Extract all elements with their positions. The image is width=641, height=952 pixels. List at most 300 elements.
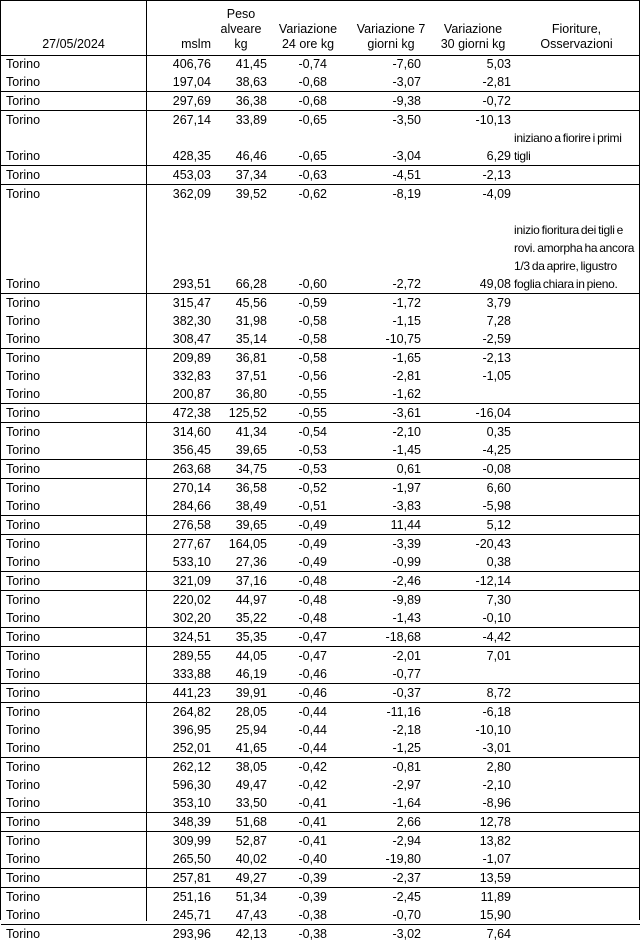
cell-var24: -0,41 — [298, 834, 327, 848]
cell-location: Torino — [6, 723, 41, 737]
row-group — [1, 591, 640, 628]
cell-var7: -8,19 — [392, 187, 421, 201]
cell-var30: -10,13 — [475, 113, 511, 127]
cell-location: Torino — [6, 499, 41, 513]
cell-mslm: 333,88 — [172, 667, 211, 681]
cell-var24: -0,42 — [298, 778, 327, 792]
cell-mslm: 263,68 — [172, 462, 211, 476]
cell-var30: 15,90 — [479, 908, 511, 922]
table-row — [1, 794, 640, 812]
table-row — [1, 739, 640, 757]
table-row — [1, 647, 640, 665]
cell-peso: 33,89 — [235, 113, 267, 127]
cell-var24: -0,47 — [298, 649, 327, 663]
cell-var7: -2,72 — [392, 277, 421, 291]
header-fioriture-line2: Osservazioni — [540, 37, 613, 51]
cell-var24: -0,68 — [298, 94, 327, 108]
cell-var7: -1,65 — [392, 351, 421, 365]
cell-var24: -0,51 — [298, 499, 327, 513]
cell-var7: -2,18 — [392, 723, 421, 737]
cell-var7: -18,68 — [385, 630, 421, 644]
cell-mslm: 293,96 — [172, 927, 211, 941]
cell-var7: -3,04 — [392, 149, 421, 163]
cell-peso: 42,13 — [235, 927, 267, 941]
cell-location: Torino — [6, 296, 41, 310]
cell-peso: 39,65 — [235, 443, 267, 457]
row-group — [1, 628, 640, 647]
cell-var7: -7,60 — [392, 57, 421, 71]
row-group — [1, 55, 640, 92]
cell-var30: -0,72 — [482, 94, 511, 108]
cell-var24: -0,49 — [298, 537, 327, 551]
cell-var7: -1,15 — [392, 314, 421, 328]
header-var24-line1: Variazione — [278, 22, 338, 36]
cell-var24: -0,46 — [298, 686, 327, 700]
cell-peso: 38,05 — [235, 760, 267, 774]
row-group — [1, 294, 640, 349]
table-row — [1, 330, 640, 348]
header-mslm-text: mslm — [181, 37, 211, 51]
cell-peso: 51,68 — [235, 815, 267, 829]
row-group — [1, 684, 640, 703]
cell-var30: 7,64 — [486, 927, 511, 941]
cell-var30: 3,79 — [486, 296, 511, 310]
cell-var7: -1,43 — [392, 611, 421, 625]
cell-var30: -1,05 — [482, 369, 511, 383]
cell-mslm: 270,14 — [172, 481, 211, 495]
cell-location: Torino — [6, 518, 41, 532]
cell-var24: -0,63 — [298, 168, 327, 182]
cell-location: Torino — [6, 443, 41, 457]
cell-var24: -0,39 — [298, 890, 327, 904]
table-row — [1, 535, 640, 553]
cell-peso: 34,75 — [235, 462, 267, 476]
cell-mslm: 533,10 — [172, 555, 211, 569]
cell-mslm: 262,12 — [172, 760, 211, 774]
cell-peso: 66,28 — [235, 277, 267, 291]
cell-var24: -0,49 — [298, 518, 327, 532]
cell-mslm: 277,67 — [172, 537, 211, 551]
cell-peso: 38,63 — [235, 75, 267, 89]
table-row — [1, 423, 640, 441]
cell-location: Torino — [6, 387, 41, 401]
table-row — [1, 385, 640, 403]
cell-var30: 0,35 — [486, 425, 511, 439]
cell-var24: -0,49 — [298, 555, 327, 569]
cell-mslm: 284,66 — [172, 499, 211, 513]
table-row — [1, 479, 640, 497]
cell-peso: 38,49 — [235, 499, 267, 513]
row-group — [1, 888, 640, 925]
cell-var30: 7,01 — [486, 649, 511, 663]
cell-var30: -2,59 — [482, 332, 511, 346]
cell-var24: -0,40 — [298, 852, 327, 866]
cell-mslm: 267,14 — [172, 113, 211, 127]
table-row — [1, 294, 640, 312]
cell-peso: 125,52 — [228, 406, 267, 420]
cell-location: Torino — [6, 57, 41, 71]
cell-peso: 27,36 — [235, 555, 267, 569]
cell-location: Torino — [6, 332, 41, 346]
cell-peso: 39,65 — [235, 518, 267, 532]
table-row — [1, 609, 640, 627]
cell-observation-note: inizio fioritura dei tigli e rovi. amorpha ha ancora 1/3 da aprire, ligustro foglia chiara in pieno. — [514, 223, 635, 291]
cell-mslm: 406,76 — [172, 57, 211, 71]
cell-location: Torino — [6, 168, 41, 182]
cell-var30: -16,04 — [475, 406, 511, 420]
cell-mslm: 428,35 — [172, 149, 211, 163]
cell-peso: 46,19 — [235, 667, 267, 681]
row-group — [1, 516, 640, 535]
cell-location: Torino — [6, 593, 41, 607]
cell-location: Torino — [6, 630, 41, 644]
table-row — [1, 111, 640, 129]
cell-mslm: 251,16 — [172, 890, 211, 904]
cell-location: Torino — [6, 852, 41, 866]
cell-peso: 36,81 — [235, 351, 267, 365]
cell-var24: -0,47 — [298, 630, 327, 644]
cell-var7: -2,94 — [392, 834, 421, 848]
cell-var24: -0,74 — [298, 57, 327, 71]
header-var7 — [349, 22, 433, 52]
header-fioriture-line1: Fioriture, — [551, 22, 602, 36]
cell-mslm: 289,55 — [172, 649, 211, 663]
cell-var24: -0,44 — [298, 741, 327, 755]
cell-peso: 40,02 — [235, 852, 267, 866]
table-row — [1, 703, 640, 721]
cell-var30: 7,28 — [486, 314, 511, 328]
cell-mslm: 472,38 — [172, 406, 211, 420]
table-row — [1, 497, 640, 515]
cell-var24: -0,42 — [298, 760, 327, 774]
cell-var30: -10,10 — [475, 723, 511, 737]
cell-location: Torino — [6, 462, 41, 476]
cell-location: Torino — [6, 94, 41, 108]
cell-var7: -3,61 — [392, 406, 421, 420]
cell-peso: 51,34 — [235, 890, 267, 904]
cell-var30: -4,09 — [482, 187, 511, 201]
cell-var7: -2,46 — [392, 574, 421, 588]
cell-var7: -0,99 — [392, 555, 421, 569]
row-group — [1, 349, 640, 404]
header-var30-line1: Variazione — [443, 22, 503, 36]
cell-var7: -3,39 — [392, 537, 421, 551]
cell-location: Torino — [6, 406, 41, 420]
cell-var7: -2,37 — [392, 871, 421, 885]
cell-location: Torino — [6, 555, 41, 569]
cell-mslm: 353,10 — [172, 796, 211, 810]
cell-peso: 44,05 — [235, 649, 267, 663]
cell-location: Torino — [6, 741, 41, 755]
cell-var24: -0,65 — [298, 113, 327, 127]
header-var7-line2: giorni kg — [367, 37, 415, 51]
row-group — [1, 535, 640, 572]
row-group — [1, 572, 640, 591]
cell-mslm: 264,82 — [172, 705, 211, 719]
cell-var24: -0,48 — [298, 593, 327, 607]
header-var30 — [435, 22, 511, 52]
row-group — [1, 832, 640, 869]
cell-var24: -0,48 — [298, 574, 327, 588]
cell-var7: -1,72 — [392, 296, 421, 310]
cell-mslm: 200,87 — [172, 387, 211, 401]
cell-mslm: 382,30 — [172, 314, 211, 328]
cell-var30: -0,08 — [482, 462, 511, 476]
table-row — [1, 185, 640, 203]
cell-mslm: 197,04 — [172, 75, 211, 89]
cell-peso: 33,50 — [235, 796, 267, 810]
cell-peso: 37,16 — [235, 574, 267, 588]
cell-peso: 39,91 — [235, 686, 267, 700]
cell-var30: 7,30 — [486, 593, 511, 607]
cell-mslm: 252,01 — [172, 741, 211, 755]
cell-var30: -2,13 — [482, 351, 511, 365]
cell-peso: 41,34 — [235, 425, 267, 439]
cell-peso: 35,35 — [235, 630, 267, 644]
cell-peso: 37,51 — [235, 369, 267, 383]
cell-mslm: 209,89 — [172, 351, 211, 365]
cell-peso: 36,58 — [235, 481, 267, 495]
table-row — [1, 628, 640, 646]
row-group — [1, 703, 640, 758]
cell-var7: 0,61 — [396, 462, 421, 476]
table-row — [1, 906, 640, 924]
cell-var24: -0,58 — [298, 332, 327, 346]
cell-location: Torino — [6, 187, 41, 201]
cell-var7: -3,02 — [392, 927, 421, 941]
cell-var30: -12,14 — [475, 574, 511, 588]
cell-peso: 31,98 — [235, 314, 267, 328]
table-row — [1, 441, 640, 459]
cell-peso: 28,05 — [235, 705, 267, 719]
row-group — [1, 758, 640, 813]
cell-var24: -0,56 — [298, 369, 327, 383]
table-row — [1, 665, 640, 683]
cell-var24: -0,44 — [298, 723, 327, 737]
cell-mslm: 314,60 — [172, 425, 211, 439]
table-row — [1, 888, 640, 906]
cell-location: Torino — [6, 574, 41, 588]
cell-mslm: 257,81 — [172, 871, 211, 885]
cell-var24: -0,41 — [298, 796, 327, 810]
cell-var7: 11,44 — [390, 518, 421, 532]
table-row — [1, 367, 640, 385]
cell-var24: -0,41 — [298, 815, 327, 829]
header-var24-line2: 24 ore kg — [281, 37, 335, 51]
cell-peso: 41,65 — [235, 741, 267, 755]
cell-var7: -1,62 — [392, 387, 421, 401]
cell-var7: 2,66 — [396, 815, 421, 829]
cell-mslm: 297,69 — [172, 94, 211, 108]
table-row — [1, 312, 640, 330]
column-divider — [146, 1, 147, 921]
cell-peso: 37,34 — [235, 168, 267, 182]
header-peso — [215, 7, 267, 52]
cell-var30: 13,59 — [479, 871, 511, 885]
cell-location: Torino — [6, 760, 41, 774]
row-group — [1, 404, 640, 423]
cell-mslm: 324,51 — [172, 630, 211, 644]
cell-var30: -1,07 — [482, 852, 511, 866]
header-fioriture — [513, 22, 640, 52]
cell-var24: -0,68 — [298, 75, 327, 89]
cell-mslm: 265,50 — [172, 852, 211, 866]
cell-location: Torino — [6, 369, 41, 383]
cell-location: Torino — [6, 778, 41, 792]
cell-var30: -2,13 — [482, 168, 511, 182]
cell-var30: -8,96 — [482, 796, 511, 810]
header-var24 — [273, 22, 343, 52]
cell-var30: -0,10 — [482, 611, 511, 625]
cell-var24: -0,38 — [298, 908, 327, 922]
cell-var7: -3,50 — [392, 113, 421, 127]
cell-var30: 49,08 — [479, 277, 511, 291]
cell-location: Torino — [6, 667, 41, 681]
cell-var30: -4,25 — [482, 443, 511, 457]
cell-var24: -0,65 — [298, 149, 327, 163]
cell-peso: 46,46 — [235, 149, 267, 163]
row-group — [1, 647, 640, 684]
cell-var30: 5,03 — [486, 57, 511, 71]
cell-mslm: 293,51 — [172, 277, 211, 291]
table-row — [1, 776, 640, 794]
table-row — [1, 684, 640, 702]
header-peso-line2: alveare — [220, 22, 262, 36]
cell-var30: 5,12 — [486, 518, 511, 532]
cell-var24: -0,60 — [298, 277, 327, 291]
table-row — [1, 591, 640, 609]
cell-peso: 35,14 — [235, 332, 267, 346]
cell-mslm: 302,20 — [172, 611, 211, 625]
table-row — [1, 572, 640, 590]
table-header — [1, 1, 640, 56]
cell-var7: -3,83 — [392, 499, 421, 513]
cell-mslm: 276,58 — [172, 518, 211, 532]
cell-location: Torino — [6, 927, 41, 941]
cell-mslm: 396,95 — [172, 723, 211, 737]
cell-location: Torino — [6, 890, 41, 904]
cell-var24: -0,53 — [298, 462, 327, 476]
cell-mslm: 321,09 — [172, 574, 211, 588]
header-peso-line1: Peso — [226, 7, 256, 21]
cell-var24: -0,58 — [298, 351, 327, 365]
cell-var24: -0,58 — [298, 314, 327, 328]
table-row — [1, 813, 640, 831]
row-group — [1, 92, 640, 111]
cell-location: Torino — [6, 705, 41, 719]
cell-peso: 47,43 — [235, 908, 267, 922]
row-group — [1, 460, 640, 479]
cell-peso: 36,80 — [235, 387, 267, 401]
cell-location: Torino — [6, 834, 41, 848]
cell-mslm: 332,83 — [172, 369, 211, 383]
cell-var7: -0,81 — [392, 760, 421, 774]
table-row — [1, 553, 640, 571]
header-var7-line1: Variazione 7 — [356, 22, 426, 36]
cell-var24: -0,46 — [298, 667, 327, 681]
cell-var24: -0,54 — [298, 425, 327, 439]
cell-var24: -0,48 — [298, 611, 327, 625]
table-row — [1, 349, 640, 367]
table-row — [1, 92, 640, 110]
cell-location: Torino — [6, 75, 41, 89]
cell-location: Torino — [6, 425, 41, 439]
cell-location: Torino — [6, 611, 41, 625]
table-row — [1, 404, 640, 422]
cell-var7: -1,64 — [392, 796, 421, 810]
cell-peso: 49,27 — [235, 871, 267, 885]
cell-peso: 39,52 — [235, 187, 267, 201]
cell-mslm: 356,45 — [172, 443, 211, 457]
cell-var7: -2,01 — [392, 649, 421, 663]
cell-var7: -19,80 — [385, 852, 421, 866]
table-row — [1, 516, 640, 534]
row-group — [1, 813, 640, 832]
cell-var24: -0,52 — [298, 481, 327, 495]
cell-var7: -0,37 — [392, 686, 421, 700]
cell-var7: -2,10 — [392, 425, 421, 439]
cell-location: Torino — [6, 908, 41, 922]
table-row — [1, 925, 640, 943]
cell-var30: -4,42 — [482, 630, 511, 644]
cell-var24: -0,55 — [298, 406, 327, 420]
cell-var7: -2,45 — [392, 890, 421, 904]
cell-peso: 164,05 — [228, 537, 267, 551]
cell-location: Torino — [6, 481, 41, 495]
row-group — [1, 185, 640, 294]
cell-var7: -1,25 — [392, 741, 421, 755]
cell-location: Torino — [6, 537, 41, 551]
cell-observation-note: iniziano a fiorire i primi tigli — [514, 131, 622, 163]
cell-var24: -0,55 — [298, 387, 327, 401]
row-group — [1, 479, 640, 516]
cell-var30: -2,81 — [482, 75, 511, 89]
cell-peso: 52,87 — [235, 834, 267, 848]
row-group — [1, 166, 640, 185]
cell-var30: 6,29 — [486, 149, 511, 163]
cell-var7: -11,16 — [386, 705, 421, 719]
cell-mslm: 453,03 — [172, 168, 211, 182]
cell-var24: -0,53 — [298, 443, 327, 457]
cell-var30: -2,10 — [482, 778, 511, 792]
cell-var30: -3,01 — [482, 741, 511, 755]
table-row — [1, 73, 640, 91]
table-row — [1, 460, 640, 478]
cell-peso: 35,22 — [235, 611, 267, 625]
cell-mslm: 362,09 — [172, 187, 211, 201]
cell-location: Torino — [6, 351, 41, 365]
cell-var7: -2,97 — [392, 778, 421, 792]
table-row — [1, 721, 640, 739]
cell-var7: -3,07 — [392, 75, 421, 89]
table-row — [1, 869, 640, 887]
cell-mslm: 348,39 — [172, 815, 211, 829]
cell-location: Torino — [6, 686, 41, 700]
cell-var24: -0,59 — [298, 296, 327, 310]
cell-var7: -2,81 — [392, 369, 421, 383]
cell-var30: -5,98 — [482, 499, 511, 513]
row-group — [1, 423, 640, 460]
header-date-text: 27/05/2024 — [42, 37, 105, 51]
cell-location: Torino — [6, 871, 41, 885]
cell-var7: -0,77 — [392, 667, 421, 681]
cell-peso: 36,38 — [235, 94, 267, 108]
cell-var24: -0,39 — [298, 871, 327, 885]
cell-mslm: 309,99 — [172, 834, 211, 848]
table-row — [1, 758, 640, 776]
cell-var7: -10,75 — [385, 332, 421, 346]
cell-var30: 2,80 — [486, 760, 511, 774]
